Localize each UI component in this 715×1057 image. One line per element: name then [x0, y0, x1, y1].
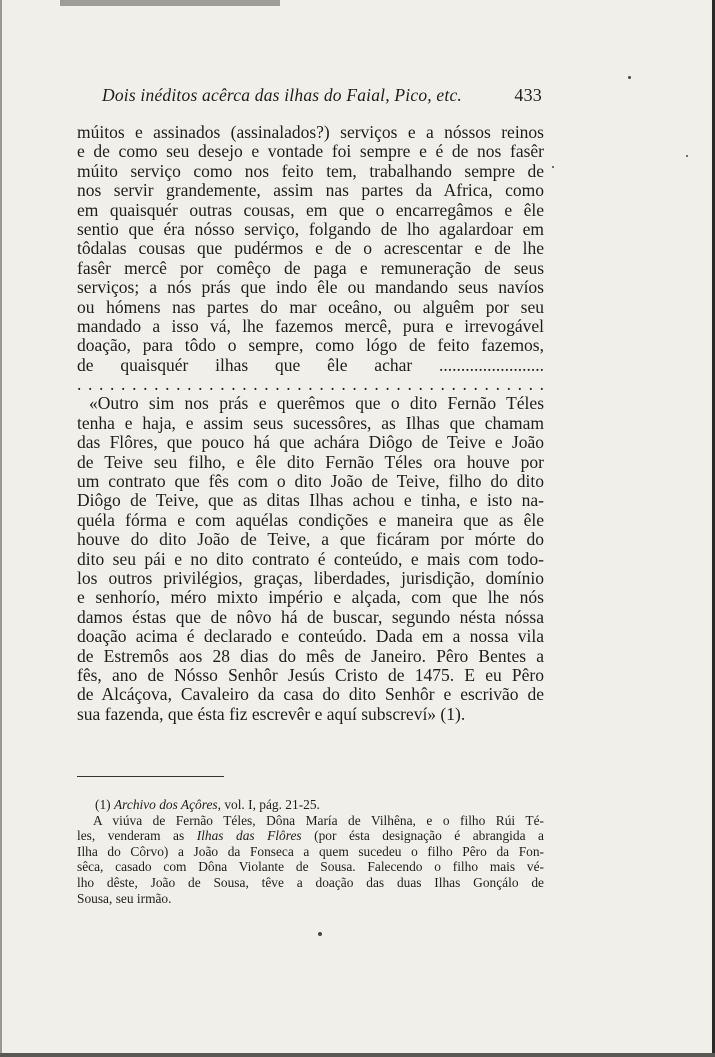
scan-edge-top — [60, 0, 280, 6]
text-line: tôdalas cousas que pudérmos e de o acrescentar e de lhe — [77, 238, 544, 259]
text-line: em quaisquér outras cousas, em que o encarregâmos e êle — [77, 199, 544, 220]
text-line: damos éstas que de nôvo há de buscar, segundo nésta nóssa — [77, 606, 544, 627]
footnote-reference — [77, 797, 544, 813]
footnote-ref-rest: , vol. I, pág. 21-25. — [217, 797, 320, 812]
footnote-line — [77, 828, 544, 844]
scan-speck — [686, 155, 688, 157]
text-line: nos servir grandemente, assim nas partes da Africa, como — [77, 180, 544, 201]
text-line: doação, para tôdo o sempre, como lógo de feito fazemos, — [77, 335, 544, 356]
text-line: doação acima é declarado e conteúdo. Dada em a nossa vila — [77, 626, 544, 647]
text-line: e de como seu desejo e vontade foi sempre e é de nos fasêr — [77, 141, 544, 162]
footnote-text: (por ésta designação é abrangida a — [301, 828, 544, 844]
scan-edge-left — [0, 0, 2, 1057]
text-line: dito seu pái e no dito contrato é conteúdo, e mais com todo- — [77, 548, 544, 569]
text-line: houve do dito João de Teive, a que ficáram por mórte do — [77, 529, 544, 550]
footnote-ref-title: Archivo dos Açôres — [113, 797, 218, 812]
footnote-line: A viúva de Fernão Téles, Dôna María de Vilhêna, e o filho Rúi Té- — [93, 812, 544, 828]
text-line: «Outro sim nos prás e querêmos que o dito Fernão Téles — [89, 393, 544, 414]
text-line: de Teive seu filho, e êle dito Fernão Téles ora houve por — [77, 451, 544, 472]
footnote-line: Ilha do Côrvo) a João da Fonseca a quem sucedeu o filho Pêro da Fon- — [77, 843, 544, 859]
scan-edge-bottom — [0, 1053, 715, 1057]
scan-speck — [552, 166, 554, 168]
page-number: 433 — [514, 85, 542, 105]
text-line: quéla fórma e com aquélas condições e maneira que as êle — [77, 509, 544, 530]
running-title: Dois inéditos acêrca das ilhas do Faial, Pico, etc. — [102, 85, 462, 105]
footnote-text: les, venderam as — [77, 828, 197, 844]
text-line: ou hómens nas partes do mar oceâno, ou alguêm por seu — [77, 296, 544, 317]
footnote-marker: (1) — [95, 797, 111, 812]
text-line: mandado a isso vá, lhe fazemos mercê, pura e irrevogável — [77, 315, 544, 336]
main-text — [77, 123, 544, 724]
text-line: fês, ano de Nósso Senhôr Jesús Cristo de 1475. E eu Pêro — [77, 664, 544, 685]
footnote-line: Sousa, seu irmão. — [77, 890, 172, 906]
footnote-italic: Ilhas das Flôres — [196, 828, 302, 844]
text-line: serviços; a nós prás que indo êle ou mandando seus navíos — [77, 277, 544, 298]
text-line: Diôgo de Teive, que as ditas Ilhas achou e tinha, e isto na- — [77, 490, 544, 511]
text-line: sentio que éra nósso serviço, folgando de lho agalardoar em — [77, 218, 544, 239]
text-line: e senhorío, méro mixto império e alçada, com que lhe nós — [77, 587, 544, 608]
text-line: das Flôres, que pouco há que achára Diôgo de Teive e João — [77, 432, 544, 453]
footnote-line: sêca, casado com Dôna Violante de Sousa. Falecendo o filho mais vé- — [77, 859, 544, 875]
footnote-line: lho dêste, João de Sousa, têve a doação das duas Ilhas Gonçálo de — [77, 874, 544, 890]
text-line: de Estremôs aos 28 dias do mês de Janeiro. Pêro Bentes a — [77, 645, 544, 666]
text-line: los outros privilégios, graças, liberdades, jurisdição, domínio — [77, 567, 544, 588]
text-line: múitos e assinados (assinalados?) serviços e a nóssos reinos — [77, 122, 544, 142]
dotted-leader-line: . . . . . . . . . . . . . . . . . . . . . . . . . . . . . . . . . . . . . . . . . . . — [77, 374, 544, 395]
scan-speck — [628, 76, 631, 79]
text-line: múito serviço como nos feito tem, trabalhando sempre de — [77, 160, 544, 181]
running-header — [102, 85, 542, 106]
footnote-separator — [77, 776, 224, 777]
text-line: sua fazenda, que ésta fiz escrevêr e aquí subscreví» (1). — [77, 703, 466, 724]
scan-speck — [318, 932, 322, 936]
text-line: tenha e haja, e assim seus sucessôres, as Ilhas que chamam — [77, 412, 544, 433]
text-line: fasêr mercê por comêço de paga e remuneração de seus — [77, 257, 544, 278]
text-line: de quaisquér ilhas que êle achar ........................ — [77, 354, 544, 375]
footnote — [77, 797, 544, 906]
text-line: um contrato que fês com o dito João de Teive, filho do dito — [77, 471, 544, 492]
text-line: de Alcáçova, Cavaleiro da casa do dito Senhôr e escrivão de — [77, 684, 544, 705]
